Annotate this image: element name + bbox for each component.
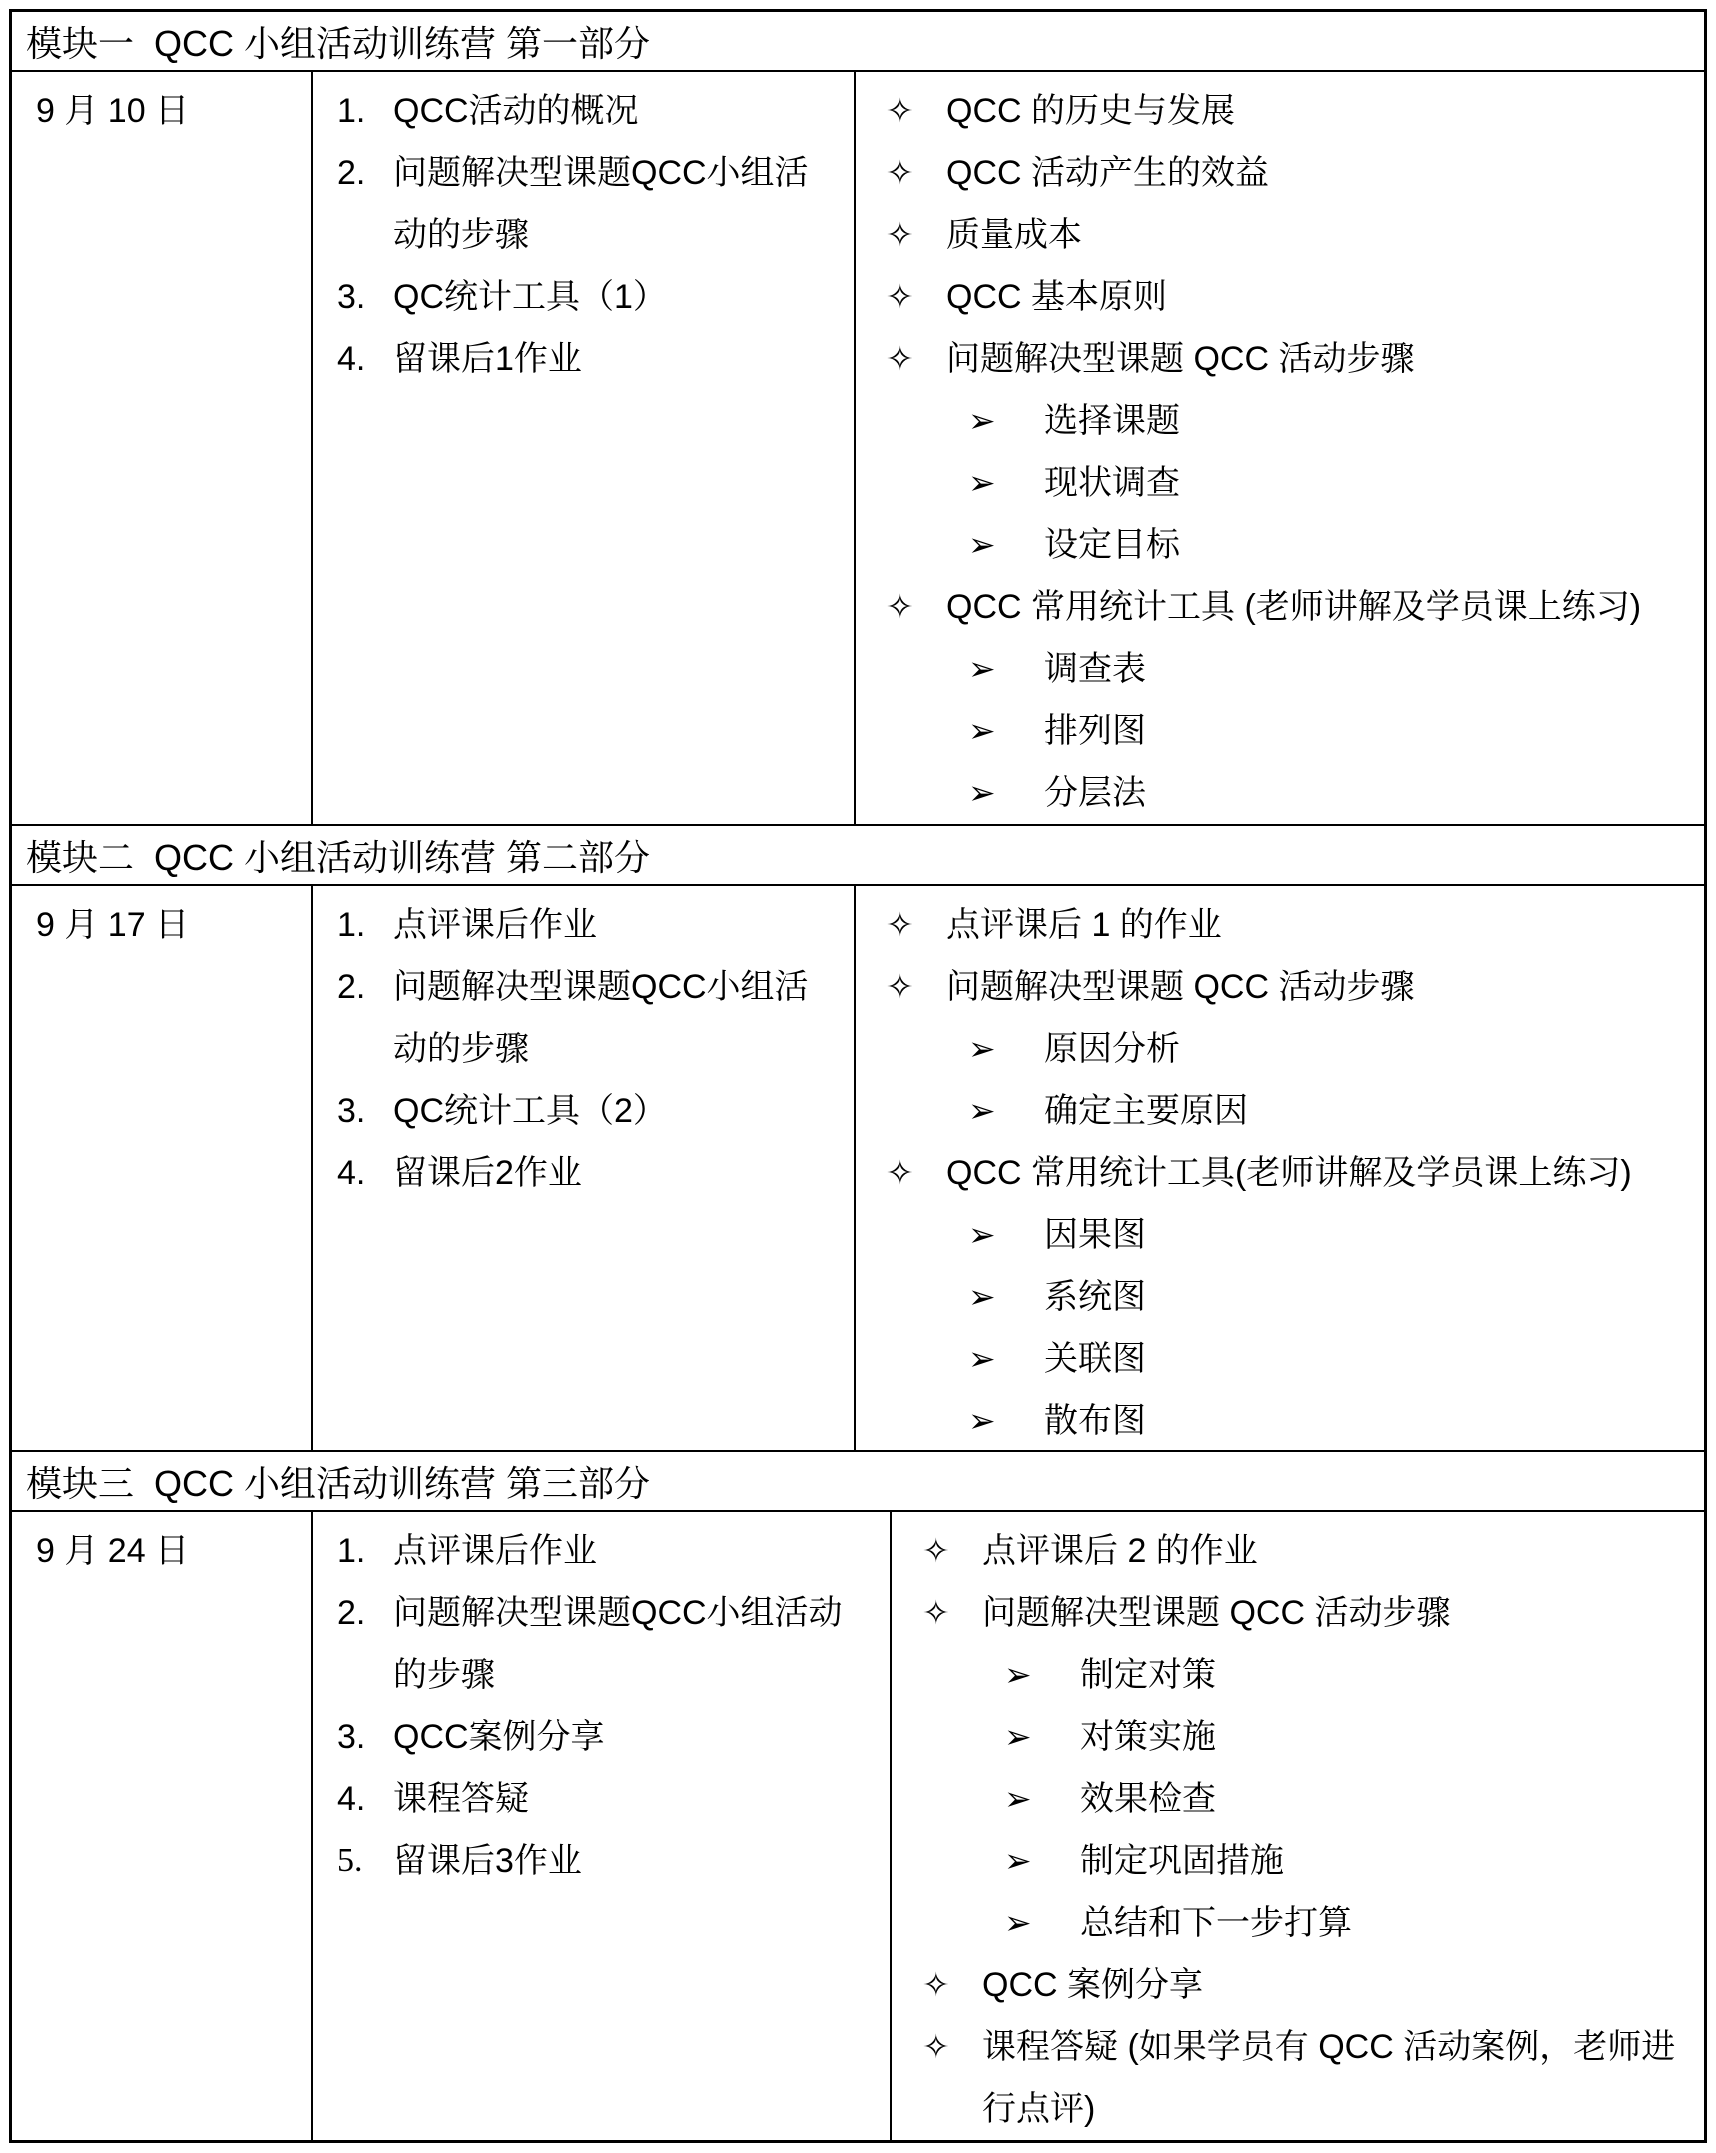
detail-subitem: [856, 390, 1704, 452]
arrow-bullet-icon: ➢: [968, 1092, 996, 1129]
arrow-bullet-icon: ➢: [968, 1340, 996, 1377]
module-2-topics-cell: [313, 886, 856, 1450]
detail-item: [892, 2016, 1704, 2140]
detail-text: 问题解决型课题 QCC 活动步骤: [982, 1594, 1451, 1632]
module-2-date-cell: [12, 886, 313, 1450]
topic-number: 2.: [337, 968, 366, 1006]
diamond-bullet-icon: ✧: [886, 968, 914, 1005]
module-3-header: 模块三 QCC 小组活动训练营 第三部分: [12, 1452, 1704, 1512]
detail-item: [892, 1954, 1704, 2016]
detail-item: [856, 956, 1704, 1018]
detail-text: QCC 常用统计工具 (老师讲解及学员课上练习): [946, 588, 1642, 626]
topic-number: 4.: [337, 1780, 366, 1818]
detail-text: 点评课后 1 的作业: [946, 906, 1222, 944]
detail-text: 制定对策: [1080, 1656, 1216, 1694]
topic-item: [313, 1582, 890, 1706]
detail-text: 原因分析: [1044, 1030, 1180, 1068]
arrow-bullet-icon: ➢: [968, 1278, 996, 1315]
topic-item: [313, 1706, 890, 1768]
detail-text: QCC 基本原则: [946, 278, 1167, 316]
module-2-details-cell: [856, 886, 1704, 1450]
module-3-body: [12, 1512, 1704, 2140]
detail-subitem: [856, 1080, 1704, 1142]
topic-item: [313, 80, 854, 142]
topic-text: QC统计工具（1）: [393, 278, 667, 316]
arrow-bullet-icon: ➢: [1004, 1718, 1032, 1755]
detail-text: QCC 的历史与发展: [946, 92, 1235, 130]
topic-number: 1.: [337, 906, 366, 944]
arrow-bullet-icon: ➢: [968, 1402, 996, 1439]
detail-text: QCC 案例分享: [982, 1966, 1203, 2004]
diamond-bullet-icon: ✧: [922, 1532, 950, 1569]
module-1-topics-cell: [313, 72, 856, 824]
diamond-bullet-icon: ✧: [886, 92, 914, 129]
detail-text: 课程答疑 (如果学员有 QCC 活动案例，老师进行点评): [982, 2028, 1676, 2128]
topic-number: 3.: [337, 1092, 366, 1130]
detail-subitem: [892, 1830, 1704, 1892]
detail-subitem: [856, 452, 1704, 514]
diamond-bullet-icon: ✧: [886, 340, 914, 377]
module-3-topics-cell: [313, 1512, 892, 2140]
topic-item: [313, 956, 854, 1080]
diamond-bullet-icon: ✧: [922, 1594, 950, 1631]
arrow-bullet-icon: ➢: [968, 1030, 996, 1067]
detail-item: [892, 1520, 1704, 1582]
topic-number: 2.: [337, 154, 366, 192]
detail-text: 散布图: [1044, 1402, 1146, 1440]
detail-subitem: [892, 1892, 1704, 1954]
module-2-header: 模块二 QCC 小组活动训练营 第二部分: [12, 826, 1704, 886]
detail-item: [856, 576, 1704, 638]
topic-number: 4.: [337, 340, 366, 378]
topic-item: [313, 1520, 890, 1582]
detail-subitem: [856, 762, 1704, 824]
arrow-bullet-icon: ➢: [968, 774, 996, 811]
topic-number: 2.: [337, 1594, 366, 1632]
module-1-body: [12, 72, 1704, 826]
topic-text: QC统计工具（2）: [393, 1092, 667, 1130]
detail-text: 设定目标: [1044, 526, 1180, 564]
detail-item: [892, 1582, 1704, 1644]
topic-text: QCC活动的概况: [393, 92, 639, 130]
detail-item: [856, 266, 1704, 328]
topic-text: 问题解决型课题QCC小组活动的步骤: [393, 968, 809, 1068]
arrow-bullet-icon: ➢: [1004, 1842, 1032, 1879]
diamond-bullet-icon: ✧: [922, 2028, 950, 2065]
topic-number: 4.: [337, 1154, 366, 1192]
module-1-details-cell: [856, 72, 1704, 824]
module-1-header: 模块一 QCC 小组活动训练营 第一部分: [12, 12, 1704, 72]
detail-text: QCC 活动产生的效益: [946, 154, 1269, 192]
topic-item: [313, 328, 854, 390]
topic-item: [313, 894, 854, 956]
detail-subitem: [856, 1018, 1704, 1080]
detail-item: [856, 894, 1704, 956]
detail-item: [856, 80, 1704, 142]
detail-text: 问题解决型课题 QCC 活动步骤: [946, 340, 1415, 378]
topic-item: [313, 142, 854, 266]
topic-text: 课程答疑: [393, 1780, 529, 1818]
detail-text: 制定巩固措施: [1080, 1842, 1284, 1880]
topic-item: [313, 1830, 890, 1892]
diamond-bullet-icon: ✧: [886, 278, 914, 315]
topic-number: 3.: [337, 1718, 366, 1756]
detail-subitem: [856, 638, 1704, 700]
arrow-bullet-icon: ➢: [1004, 1656, 1032, 1693]
topic-number: 3.: [337, 278, 366, 316]
topic-text: 留课后1作业: [393, 340, 582, 378]
detail-subitem: [856, 700, 1704, 762]
detail-subitem: [856, 1390, 1704, 1452]
topic-item: [313, 1768, 890, 1830]
detail-subitem: [856, 1204, 1704, 1266]
detail-subitem: [856, 514, 1704, 576]
detail-text: 调查表: [1044, 650, 1146, 688]
topic-text: 点评课后作业: [393, 1532, 597, 1570]
detail-text: 分层法: [1044, 774, 1146, 812]
detail-item: [856, 1142, 1704, 1204]
topic-text: 问题解决型课题QCC小组活动的步骤: [393, 154, 809, 254]
diamond-bullet-icon: ✧: [886, 906, 914, 943]
diamond-bullet-icon: ✧: [886, 216, 914, 253]
module-3-date: 9 月 24 日: [36, 1532, 190, 1570]
module-1-date: 9 月 10 日: [36, 92, 190, 130]
topic-text: 点评课后作业: [393, 906, 597, 944]
topic-item: [313, 266, 854, 328]
diamond-bullet-icon: ✧: [886, 588, 914, 625]
detail-text: 对策实施: [1080, 1718, 1216, 1756]
topic-text: 留课后3作业: [393, 1842, 582, 1880]
detail-text: 选择课题: [1044, 402, 1180, 440]
detail-item: [856, 328, 1704, 390]
detail-text: 总结和下一步打算: [1080, 1904, 1352, 1942]
arrow-bullet-icon: ➢: [1004, 1780, 1032, 1817]
arrow-bullet-icon: ➢: [968, 712, 996, 749]
topic-text: 问题解决型课题QCC小组活动的步骤: [393, 1594, 843, 1694]
topic-number: 1.: [337, 1532, 366, 1570]
detail-subitem: [856, 1328, 1704, 1390]
detail-text: 关联图: [1044, 1340, 1146, 1378]
detail-subitem: [892, 1706, 1704, 1768]
arrow-bullet-icon: ➢: [1004, 1904, 1032, 1941]
arrow-bullet-icon: ➢: [968, 650, 996, 687]
module-3-details-cell: [892, 1512, 1704, 2140]
detail-text: 效果检查: [1080, 1780, 1216, 1818]
topic-item: [313, 1142, 854, 1204]
detail-subitem: [856, 1266, 1704, 1328]
topic-item: [313, 1080, 854, 1142]
topic-text: QCC案例分享: [393, 1718, 605, 1756]
arrow-bullet-icon: ➢: [968, 402, 996, 439]
arrow-bullet-icon: ➢: [968, 464, 996, 501]
detail-text: 现状调查: [1044, 464, 1180, 502]
detail-subitem: [892, 1768, 1704, 1830]
module-3-date-cell: [12, 1512, 313, 2140]
arrow-bullet-icon: ➢: [968, 526, 996, 563]
module-2-body: [12, 886, 1704, 1452]
detail-text: 排列图: [1044, 712, 1146, 750]
detail-text: 因果图: [1044, 1216, 1146, 1254]
detail-item: [856, 204, 1704, 266]
detail-text: 点评课后 2 的作业: [982, 1532, 1258, 1570]
module-1-date-cell: [12, 72, 313, 824]
diamond-bullet-icon: ✧: [922, 1966, 950, 2003]
detail-text: 系统图: [1044, 1278, 1146, 1316]
topic-text: 留课后2作业: [393, 1154, 582, 1192]
topic-number: 1.: [337, 92, 366, 130]
topic-number: 5.: [337, 1842, 363, 1879]
detail-subitem: [892, 1644, 1704, 1706]
detail-item: [856, 142, 1704, 204]
diamond-bullet-icon: ✧: [886, 1154, 914, 1191]
training-schedule-table: [9, 9, 1707, 2143]
arrow-bullet-icon: ➢: [968, 1216, 996, 1253]
module-2-date: 9 月 17 日: [36, 906, 190, 944]
detail-text: QCC 常用统计工具(老师讲解及学员课上练习): [946, 1154, 1632, 1192]
diamond-bullet-icon: ✧: [886, 154, 914, 191]
detail-text: 确定主要原因: [1044, 1092, 1248, 1130]
detail-text: 质量成本: [946, 216, 1082, 254]
detail-text: 问题解决型课题 QCC 活动步骤: [946, 968, 1415, 1006]
